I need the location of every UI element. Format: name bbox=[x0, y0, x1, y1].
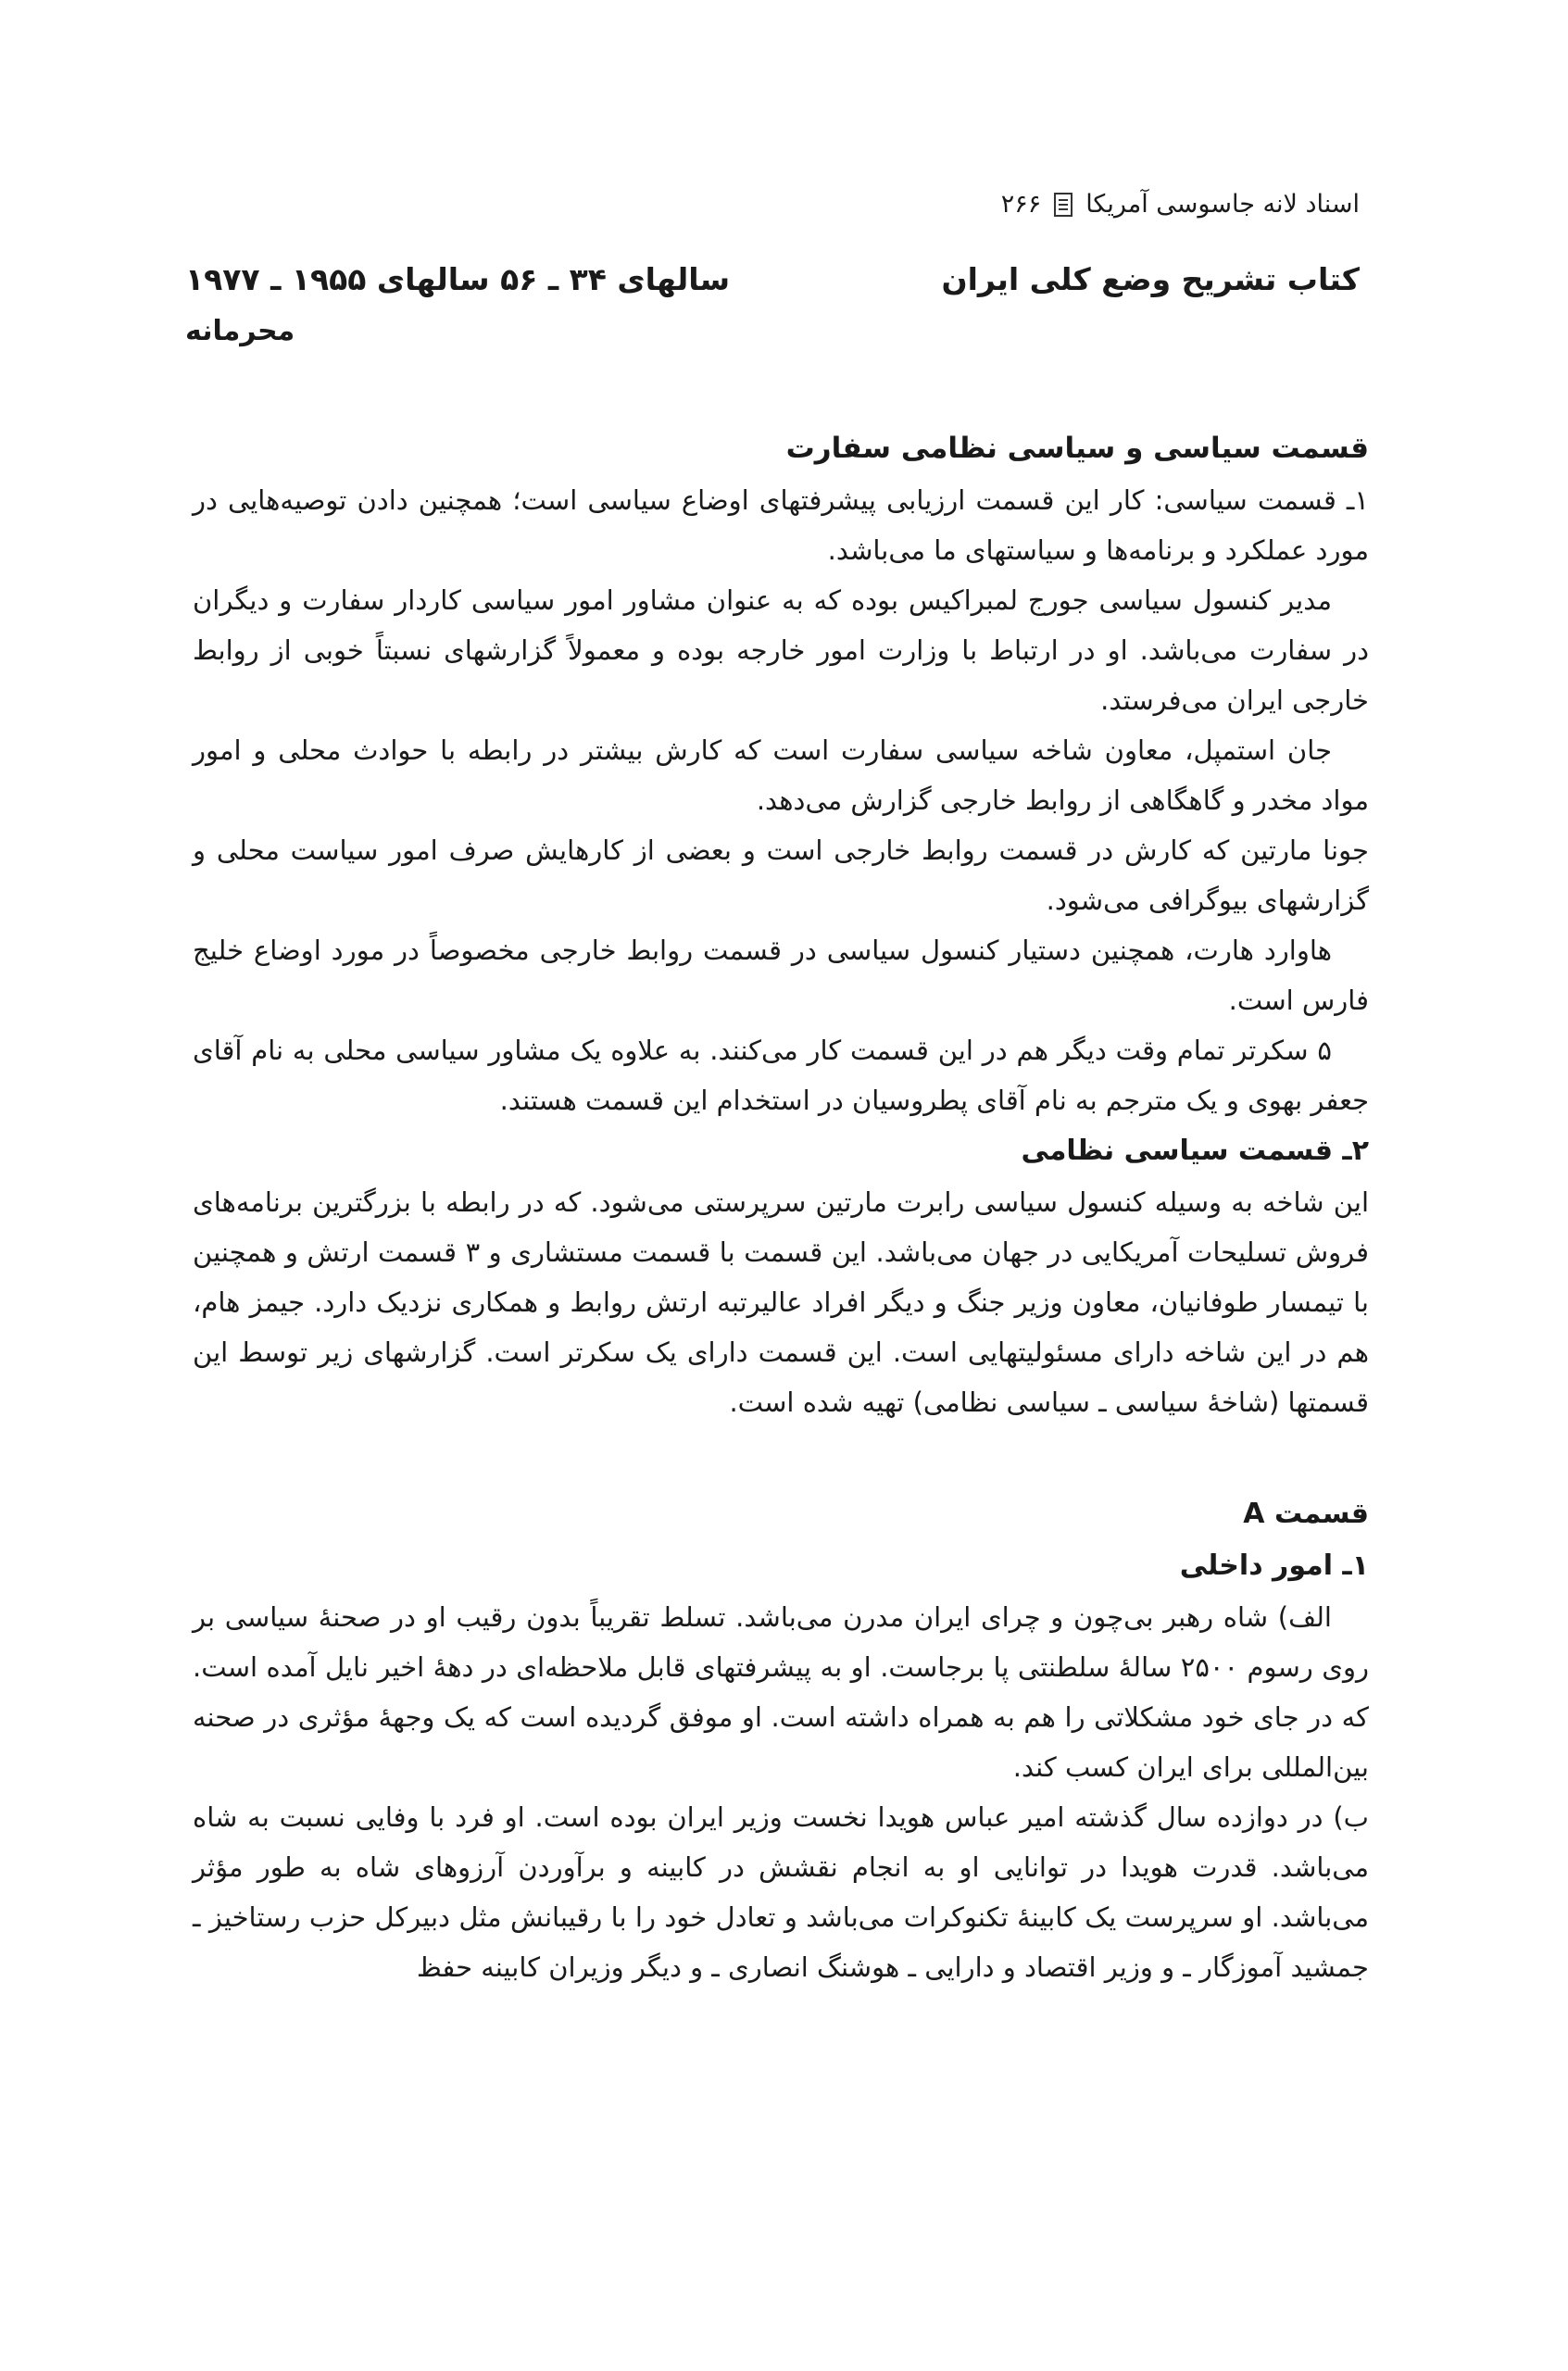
book-title: اسناد لانه جاسوسی آمریکا bbox=[1085, 190, 1360, 219]
paragraph: ۱ـ قسمت سیاسی: کار این قسمت ارزیابی پیشرفتهای اوضاع سیاسی است؛ همچنین دادن توصیه‌هایی در مورد عملکرد و برنامه‌ها و سیاستهای ما می‌باشد. bbox=[193, 484, 1369, 566]
paragraph: جان استمپل، معاون شاخه سیاسی سفارت است که کارش بیشتر در رابطه با حوادث محلی و امور مواد مخدر و گاهگاهی از روابط خارجی گزارش می‌دهد. bbox=[193, 734, 1369, 816]
document-years: سالهای ۳۴ ـ ۵۶ سالهای ۱۹۵۵ ـ ۱۹۷۷ bbox=[185, 261, 731, 297]
subsection-heading: ۲ـ قسمت سیاسی نظامی bbox=[1021, 1135, 1369, 1167]
main-content bbox=[193, 421, 1369, 1992]
section-heading: قسمت A bbox=[1243, 1498, 1369, 1530]
paragraph: ب) در دوازده سال گذشته امیر عباس هویدا نخست وزیر ایران بوده است. او فرد با وفایی نسبت به شاه می‌باشد. قدرت هویدا در توانایی او به انجام نقشش در کابینه و برآوردن آرزوهای شاه به طور مؤثر می‌باشد. او سرپرست یک کابینهٔ تکنوکرات می‌باشد و تعادل خود را با رقیبانش مثل دبیرکل حزب رستاخیز ـ جمشید آموزگار ـ و وزیر اقتصاد و دارایی ـ هوشنگ انصاری ـ و دیگر وزیران کابینه حفظ bbox=[193, 1801, 1369, 1983]
document-title: کتاب تشریح وضع کلی ایران bbox=[941, 261, 1360, 297]
paragraph: هاوارد هارت، همچنین دستیار کنسول سیاسی در قسمت روابط خارجی مخصوصاً در مورد اوضاع خلیج فارس است. bbox=[193, 935, 1369, 1016]
section-heading: قسمت سیاسی و سیاسی نظامی سفارت bbox=[785, 432, 1369, 465]
page-number: ۲۶۶ bbox=[1000, 190, 1042, 219]
paragraph: الف) شاه رهبر بی‌چون و چرای ایران مدرن می‌باشد. تسلط تقریباً بدون رقیب او در صحنهٔ سیاسی بر روی رسوم ۲۵۰۰ سالهٔ سلطنتی پا برجاست. او به پیشرفتهای قابل ملاحظه‌ای در دههٔ اخیر نایل آمده است. که در جای خود مشکلاتی را هم به همراه داشته است. او موفق گردیده است که یک وجههٔ مؤثری در صحنه بین‌المللی برای ایران کسب کند. bbox=[193, 1601, 1369, 1783]
running-header bbox=[1001, 190, 1360, 219]
subsection-heading: ۱ـ امور داخلی bbox=[1179, 1549, 1369, 1582]
document-icon bbox=[1054, 193, 1073, 217]
paragraph: این شاخه به وسیله کنسول سیاسی رابرت مارتین سرپرستی می‌شود. که در رابطه با بزرگترین برنامه‌های فروش تسلیحات آمریکایی در جهان می‌باشد. این قسمت با قسمت مستشاری و ۳ قسمت ارتش و همچنین با تیمسار طوفانیان، معاون وزیر جنگ و دیگر افراد عالیرتبه ارتش روابط و همکاری نزدیک دارد. جیمز هام، هم در این شاخه دارای مسئولیتهایی است. این قسمت دارای یک سکرتر است. گزارشهای زیر توسط این قسمتها (شاخهٔ سیاسی ـ سیاسی نظامی) تهیه شده است. bbox=[193, 1186, 1369, 1418]
classification-label: محرمانه bbox=[185, 315, 295, 347]
paragraph: ۵ سکرتر تمام وقت دیگر هم در این قسمت کار می‌کنند. به علاوه یک مشاور سیاسی محلی به نام آقای جعفر بهوی و یک مترجم به نام آقای پطروسیان در استخدام این قسمت هستند. bbox=[193, 1035, 1369, 1116]
spacer bbox=[193, 1427, 1369, 1488]
paragraph: جونا مارتین که کارش در قسمت روابط خارجی است و بعضی از کارهایش صرف امور سیاست محلی و گزارشهای بیوگرافی می‌شود. bbox=[193, 834, 1369, 916]
paragraph: مدیر کنسول سیاسی جورج لمبراکیس بوده که به عنوان مشاور امور سیاسی کاردار سفارت و دیگران در سفارت می‌باشد. او در ارتباط با وزارت امور خارجه بوده و معمولاً گزارشهای نسبتاً خوبی از روابط خارجی ایران می‌فرستد. bbox=[193, 584, 1369, 716]
